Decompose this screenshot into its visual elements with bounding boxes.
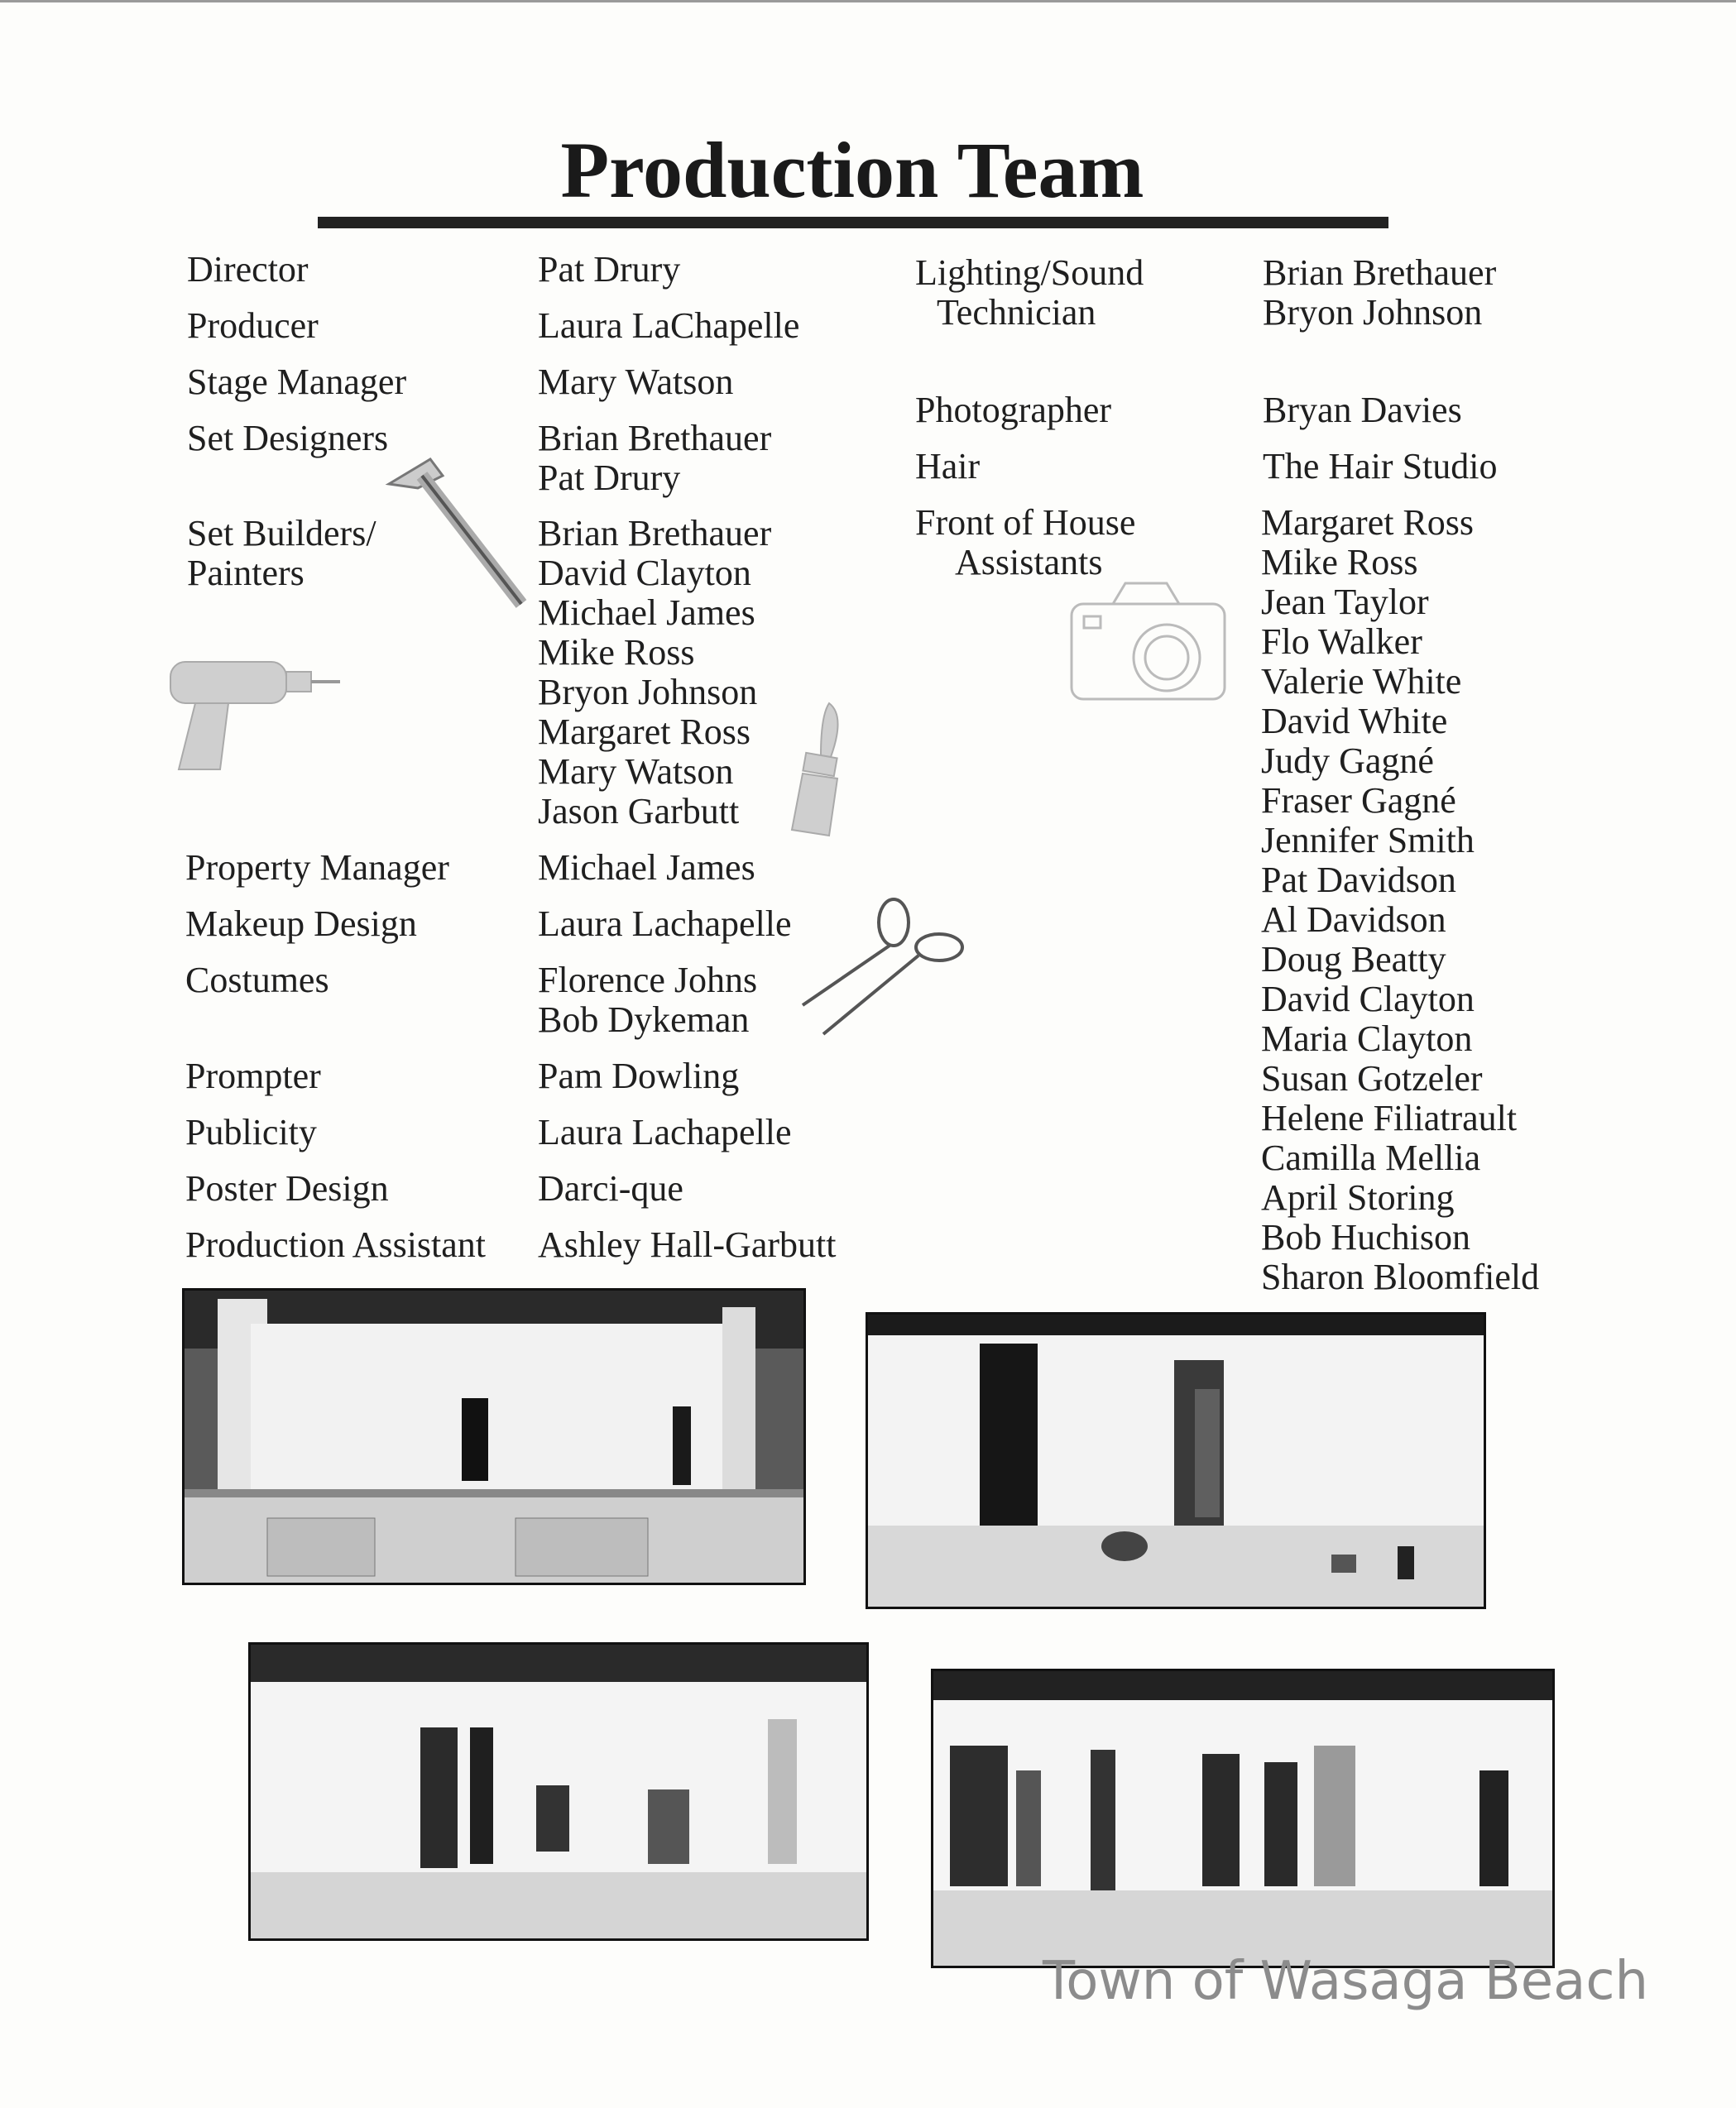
role-hair: Hair: [915, 446, 981, 486]
list-item: Florence Johns: [538, 960, 758, 1000]
role-photographer: Photographer: [915, 390, 1112, 430]
list-item: Valerie White: [1261, 661, 1462, 702]
list-item: Camilla Mellia: [1261, 1138, 1481, 1178]
role-property-manager: Property Manager: [185, 847, 449, 888]
role-line: Lighting/Sound: [915, 252, 1144, 293]
name-publicity: Laura Lachapelle: [538, 1112, 792, 1152]
list-item: Jean Taylor: [1261, 582, 1429, 622]
list-item: Doug Beatty: [1261, 939, 1446, 980]
role-prompter: Prompter: [185, 1056, 321, 1096]
role-makeup-design: Makeup Design: [185, 903, 417, 944]
list-item: Judy Gagné: [1261, 740, 1434, 781]
list-item: Mike Ross: [538, 632, 695, 673]
names-set-designers: [538, 419, 771, 498]
name-prompter: Pam Dowling: [538, 1056, 740, 1096]
role-set-designers: Set Designers: [187, 418, 389, 458]
name-property-manager: Michael James: [538, 847, 755, 888]
photo-crew-working: [248, 1642, 869, 1941]
list-item: Margaret Ross: [538, 711, 751, 752]
list-item: Margaret Ross: [1261, 502, 1475, 543]
list-item: David White: [1261, 701, 1448, 741]
list-item: Michael James: [538, 592, 755, 633]
list-item: Susan Gotzeler: [1261, 1058, 1483, 1099]
role-line: Technician: [937, 292, 1096, 333]
drill-icon: [162, 645, 344, 778]
list-item: Jason Garbutt: [538, 791, 740, 831]
role-line: Front of House: [915, 502, 1136, 543]
names-costumes: [538, 961, 757, 1040]
role-publicity: Publicity: [185, 1112, 317, 1152]
role-set-builders: [187, 514, 376, 593]
photo-set-construction: [866, 1312, 1486, 1609]
role-line: Painters: [187, 553, 305, 593]
name-production-assistant: Ashley Hall-Garbutt: [538, 1224, 837, 1265]
name-photographer: Bryan Davies: [1263, 390, 1462, 430]
scissors-icon: [794, 898, 968, 1038]
role-poster-design: Poster Design: [185, 1168, 389, 1209]
list-item: Bryon Johnson: [538, 672, 758, 712]
names-front-of-house: [1261, 503, 1539, 1297]
hammer-icon: [381, 451, 530, 616]
role-front-of-house: [915, 503, 1135, 582]
names-lighting-sound: [1263, 253, 1496, 333]
list-item: Brian Brethauer: [538, 418, 772, 458]
role-costumes: Costumes: [185, 960, 329, 1000]
page-title: Production Team: [560, 126, 1144, 214]
role-producer: Producer: [187, 305, 319, 346]
name-makeup-design: Laura Lachapelle: [538, 903, 792, 944]
role-production-assistant: Production Assistant: [185, 1224, 487, 1265]
name-producer: Laura LaChapelle: [538, 305, 800, 346]
title-rule: [318, 217, 1388, 228]
photo-crew-painting: [931, 1669, 1555, 1968]
photo-stage-set-empty: [182, 1288, 806, 1585]
list-item: Mike Ross: [1261, 542, 1418, 582]
role-director: Director: [187, 249, 309, 290]
list-item: Maria Clayton: [1261, 1018, 1473, 1059]
list-item: Brian Brethauer: [538, 513, 772, 553]
list-item: Bob Dykeman: [538, 999, 750, 1040]
list-item: David Clayton: [538, 553, 751, 593]
role-line: Assistants: [955, 542, 1103, 582]
list-item: Jennifer Smith: [1261, 820, 1475, 860]
watermark: Town of Wasaga Beach: [1043, 1951, 1649, 2012]
name-poster-design: Darci-que: [538, 1168, 683, 1209]
paintbrush-icon: [779, 699, 854, 840]
name-stage-manager: Mary Watson: [538, 362, 734, 402]
list-item: Bryon Johnson: [1263, 292, 1483, 333]
list-item: Brian Brethauer: [1263, 252, 1497, 293]
list-item: David Clayton: [1261, 979, 1475, 1019]
list-item: Bob Huchison: [1261, 1217, 1470, 1258]
list-item: Mary Watson: [538, 751, 734, 792]
list-item: Flo Walker: [1261, 621, 1422, 662]
list-item: Helene Filiatrault: [1261, 1098, 1518, 1138]
list-item: Sharon Bloomfield: [1261, 1257, 1540, 1297]
names-set-builders: [538, 514, 771, 831]
name-director: Pat Drury: [538, 249, 681, 290]
list-item: Pat Davidson: [1261, 860, 1456, 900]
name-hair: The Hair Studio: [1263, 446, 1498, 486]
list-item: Fraser Gagné: [1261, 780, 1456, 821]
role-line: Set Builders/: [187, 513, 376, 553]
camera-icon: [1067, 575, 1233, 711]
role-stage-manager: Stage Manager: [187, 362, 407, 402]
page-top-edge: [0, 0, 1736, 2]
list-item: Pat Drury: [538, 458, 681, 498]
role-lighting-sound: [915, 253, 1144, 333]
list-item: April Storing: [1261, 1177, 1455, 1218]
list-item: Al Davidson: [1261, 899, 1446, 940]
